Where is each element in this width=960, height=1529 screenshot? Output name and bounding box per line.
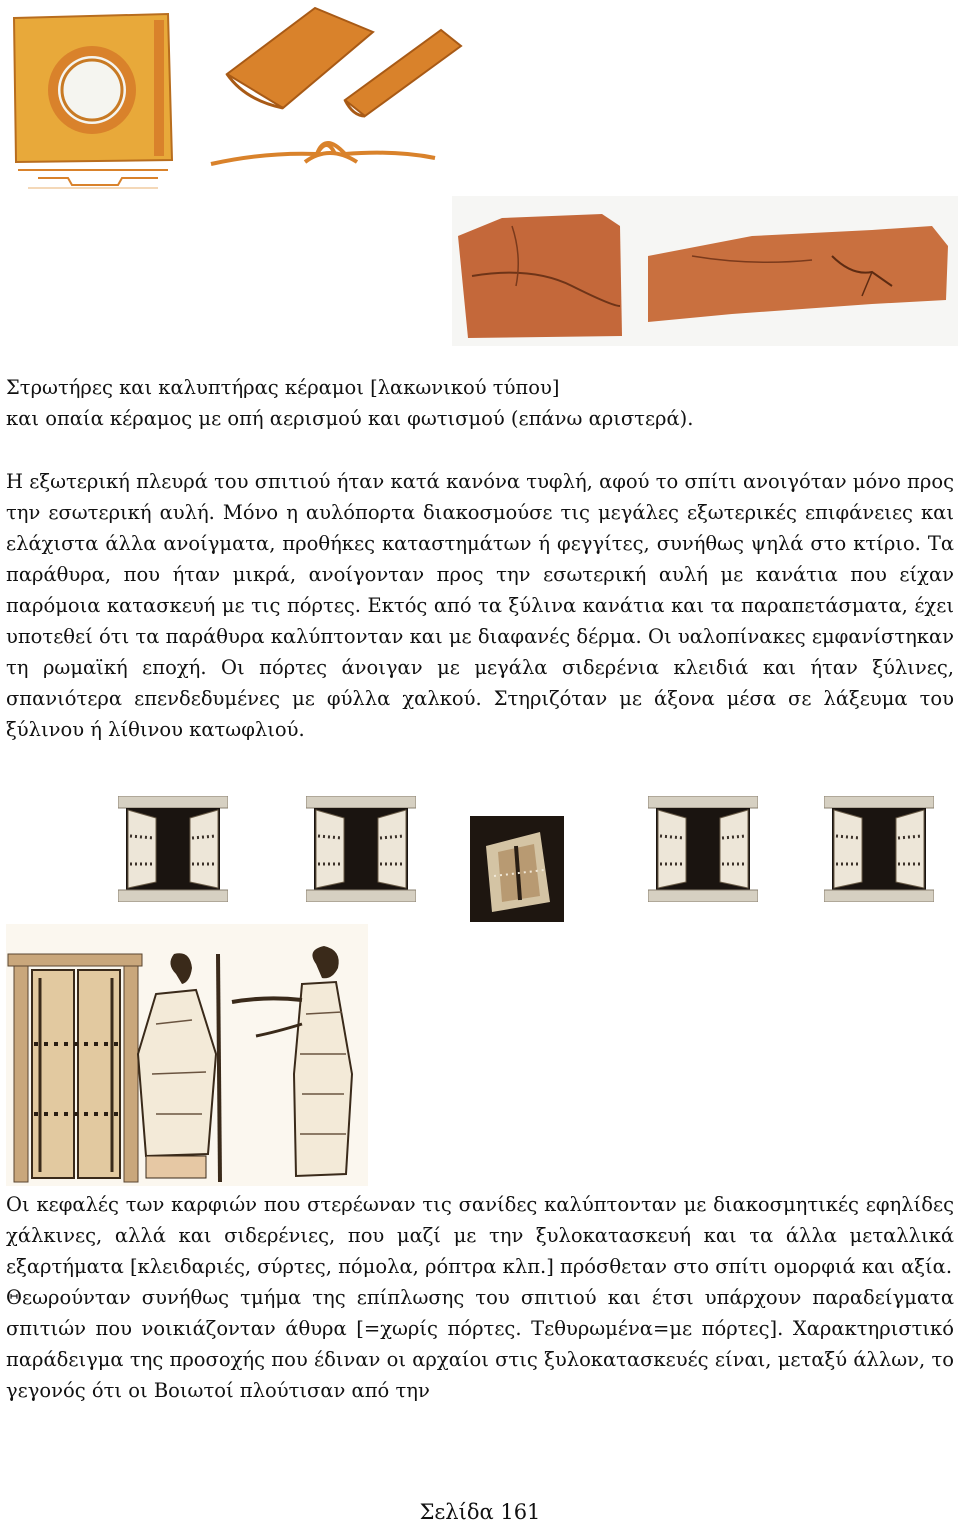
page-number: Σελίδα 161 [419,1500,541,1524]
door-scene-illustration [6,924,368,1186]
body-paragraph-1 [6,466,954,745]
paragraph-text: Η εξωτερική πλευρά του σπιτιού ήταν κατά κανόνα τυφλή, αφού το σπίτι ανοιγόταν μόνο προς την εσωτερική αυλή. Μόνο η αυλόπορτα διακοσμούσε τις μεγάλες εξωτερικές επιφάνειες και ελάχιστα άλλα ανοίγματα, προθήκες καταστημάτων ή φεγγίτες, συνήθως ψηλά στο κτίριο. Τα παράθυρα, που ήταν μικρά, ανοίγονταν προς την εσωτερική αυλή με κανάτια που είχαν παρόμοια κατασκευή με τις πόρτες. Εκτός από τα ξύλινα κανάτια και τα παραπετάσματα, έχει υποτεθεί ότι τα παράθυρα καλύπτονταν και με διαφανές δέρμα. Οι υαλοπίνακες εμφανίστηκαν τη ρωμαϊκή εποχή. Οι πόρτες άνοιγαν με μεγάλα σιδερένια κλειδιά και ήταν ξύλινες, σπανιότερα επενδεδυμένες με φύλλα χαλκού. Στηριζόταν με άξονα μέσα σε λάξευμα του ξύλινου ή λίθινου κατωφλιού. [6,470,954,741]
figure-caption [6,372,946,434]
laconic-tiles-illustration [205,4,467,184]
caption-line-2: και οπαία κέραμος με οπή αερισμού και φωτισμού (επάνω αριστερά). [6,407,694,430]
vase-painting-window-detail [470,816,564,922]
paragraph-text-b: Θεωρούνταν συνήθως τμήμα της επίπλωσης του σπιτιού και έτσι υπάρχουν παραδείγματα σπιτιών που νοικιάζονταν άθυρα [=χωρίς πόρτες. Τεθυρωμένα=με πόρτες]. Χαρακτηριστικό παράδειγμα της προσοχής που έδιναν οι αρχαίοι στις ξυλοκατασκευές είναι, μεταξύ άλλων, το γεγονός ότι οι Βοιωτοί πλούτισαν από την [6,1286,954,1402]
window-illustration-4 [824,796,934,902]
caption-line-1: Στρωτήρες και καλυπτήρας κέραμοι [λακωνικού τύπου] [6,376,560,399]
window-illustration-3 [648,796,758,902]
window-illustration-2 [306,796,416,902]
body-paragraph-2 [6,1189,954,1406]
paragraph-text-a: Οι κεφαλές των καρφιών που στερέωναν τις σανίδες καλύπτονταν με διακοσμητικές εφηλίδες χάλκινες, αλλά και σιδερένιες, που μαζί με την ξυλοκατασκευή και τα άλλα μεταλλικά εξαρτήματα [κλειδαριές, σύρτες, πόμολα, ρόπτρα κλπ.] πρόσθεταν στο σπίτι ομορφιά και αξία. [6,1193,954,1278]
window-illustration-1 [118,796,228,902]
clay-tile-fragments-photo [452,196,958,346]
opaia-tile-illustration [8,10,180,195]
